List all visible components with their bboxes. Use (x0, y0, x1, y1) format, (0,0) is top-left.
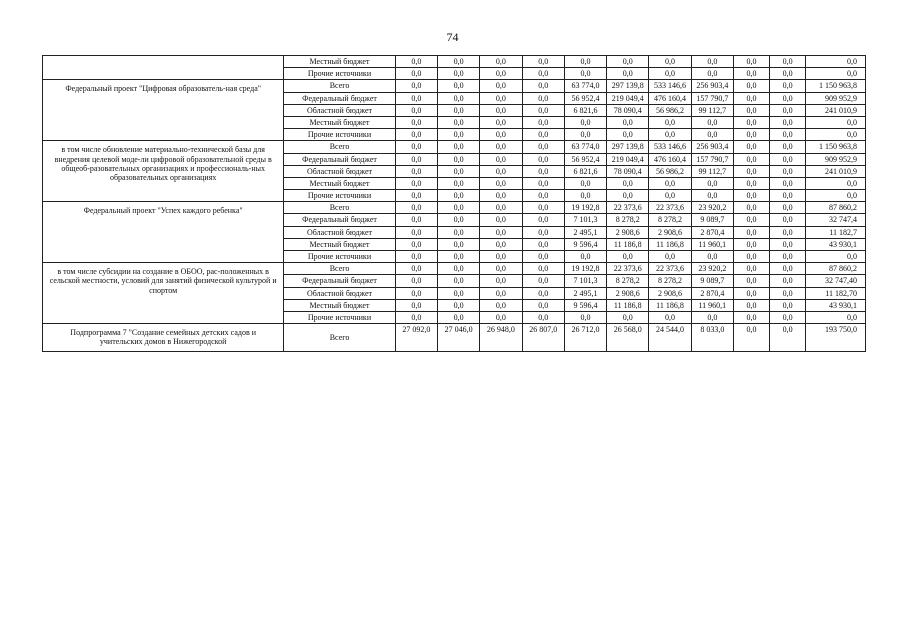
value-cell: 0,0 (395, 129, 437, 141)
value-cell: 0,0 (480, 92, 522, 104)
funding-source-cell: Областной бюджет (284, 165, 395, 177)
value-cell: 0,0 (522, 129, 564, 141)
value-cell: 22 373,6 (607, 263, 649, 275)
value-cell: 78 090,4 (607, 104, 649, 116)
value-cell: 0,0 (480, 311, 522, 323)
value-cell: 0,0 (480, 153, 522, 165)
value-cell: 0,0 (437, 56, 479, 68)
total-value-cell: 909 952,9 (806, 92, 866, 104)
value-cell: 0,0 (395, 56, 437, 68)
value-cell: 11 186,8 (649, 299, 691, 311)
value-cell: 0,0 (395, 311, 437, 323)
value-cell: 0,0 (770, 311, 806, 323)
value-cell: 0,0 (733, 263, 769, 275)
value-cell: 0,0 (607, 116, 649, 128)
value-cell: 0,0 (480, 202, 522, 214)
value-cell: 0,0 (607, 177, 649, 189)
value-cell: 0,0 (522, 251, 564, 263)
total-value-cell: 0,0 (806, 251, 866, 263)
value-cell: 0,0 (733, 116, 769, 128)
value-cell: 0,0 (733, 129, 769, 141)
value-cell: 0,0 (733, 275, 769, 287)
project-title-cell: в том числе обновление материально-технической базы для внедрения целевой моде-ли цифровой образовательной среды в общеоб-разовательных организациях и профессиональ-ных образовательных организациях (43, 141, 284, 202)
value-cell: 11 186,8 (649, 238, 691, 250)
value-cell: 0,0 (770, 68, 806, 80)
value-cell: 0,0 (395, 68, 437, 80)
value-cell: 0,0 (770, 324, 806, 351)
value-cell: 0,0 (522, 299, 564, 311)
value-cell: 0,0 (437, 153, 479, 165)
funding-source-cell: Местный бюджет (284, 56, 395, 68)
value-cell: 0,0 (691, 116, 733, 128)
value-cell: 0,0 (691, 190, 733, 202)
funding-source-cell: Федеральный бюджет (284, 275, 395, 287)
value-cell: 0,0 (480, 251, 522, 263)
value-cell: 0,0 (733, 141, 769, 153)
value-cell: 19 192,8 (564, 263, 606, 275)
value-cell: 297 139,8 (607, 80, 649, 92)
value-cell: 0,0 (395, 92, 437, 104)
value-cell: 2 495,1 (564, 287, 606, 299)
value-cell: 0,0 (480, 238, 522, 250)
value-cell: 533 146,6 (649, 80, 691, 92)
value-cell: 56 952,4 (564, 92, 606, 104)
value-cell: 0,0 (395, 153, 437, 165)
value-cell: 0,0 (522, 80, 564, 92)
value-cell: 0,0 (770, 226, 806, 238)
value-cell: 8 278,2 (649, 275, 691, 287)
value-cell: 19 192,8 (564, 202, 606, 214)
value-cell: 2 495,1 (564, 226, 606, 238)
value-cell: 22 373,6 (649, 263, 691, 275)
value-cell: 6 821,6 (564, 165, 606, 177)
value-cell: 0,0 (691, 68, 733, 80)
total-value-cell: 32 747,40 (806, 275, 866, 287)
value-cell: 6 821,6 (564, 104, 606, 116)
value-cell: 0,0 (770, 275, 806, 287)
value-cell: 0,0 (522, 116, 564, 128)
value-cell: 56 952,4 (564, 153, 606, 165)
value-cell: 256 903,4 (691, 80, 733, 92)
value-cell: 297 139,8 (607, 141, 649, 153)
value-cell: 0,0 (733, 311, 769, 323)
value-cell: 0,0 (564, 116, 606, 128)
funding-source-cell: Областной бюджет (284, 226, 395, 238)
funding-source-cell: Всего (284, 202, 395, 214)
value-cell: 0,0 (395, 116, 437, 128)
value-cell: 0,0 (733, 202, 769, 214)
value-cell: 0,0 (395, 190, 437, 202)
value-cell: 0,0 (649, 129, 691, 141)
value-cell: 476 160,4 (649, 153, 691, 165)
funding-source-cell: Федеральный бюджет (284, 214, 395, 226)
value-cell: 256 903,4 (691, 141, 733, 153)
value-cell: 0,0 (437, 141, 479, 153)
funding-source-cell: Прочие источники (284, 68, 395, 80)
table-row (43, 202, 866, 214)
value-cell: 0,0 (770, 165, 806, 177)
value-cell: 533 146,6 (649, 141, 691, 153)
value-cell: 0,0 (607, 311, 649, 323)
value-cell: 0,0 (437, 68, 479, 80)
value-cell: 0,0 (395, 287, 437, 299)
value-cell: 0,0 (691, 56, 733, 68)
value-cell: 0,0 (395, 275, 437, 287)
value-cell: 0,0 (607, 190, 649, 202)
value-cell: 0,0 (733, 104, 769, 116)
table-row (43, 80, 866, 92)
project-title-cell: в том числе субсидии на создание в ОБОО, рас-положенных в сельской местности, условий для занятий физической культурой и спортом (43, 263, 284, 324)
value-cell: 27 046,0 (437, 324, 479, 351)
value-cell: 22 373,6 (649, 202, 691, 214)
value-cell: 0,0 (733, 214, 769, 226)
value-cell: 0,0 (437, 251, 479, 263)
value-cell: 219 049,4 (607, 92, 649, 104)
total-value-cell: 0,0 (806, 177, 866, 189)
value-cell: 99 112,7 (691, 104, 733, 116)
value-cell: 0,0 (480, 165, 522, 177)
value-cell: 8 278,2 (607, 214, 649, 226)
value-cell: 0,0 (522, 214, 564, 226)
funding-source-cell: Местный бюджет (284, 299, 395, 311)
value-cell: 157 790,7 (691, 92, 733, 104)
total-value-cell: 909 952,9 (806, 153, 866, 165)
value-cell: 0,0 (733, 251, 769, 263)
value-cell: 0,0 (733, 68, 769, 80)
total-value-cell: 241 010,9 (806, 104, 866, 116)
value-cell: 2 908,6 (607, 226, 649, 238)
value-cell: 0,0 (691, 177, 733, 189)
value-cell: 78 090,4 (607, 165, 649, 177)
value-cell: 8 033,0 (691, 324, 733, 351)
value-cell: 0,0 (437, 165, 479, 177)
value-cell: 0,0 (770, 104, 806, 116)
value-cell: 0,0 (770, 129, 806, 141)
value-cell: 23 920,2 (691, 263, 733, 275)
value-cell: 0,0 (522, 141, 564, 153)
value-cell: 0,0 (395, 165, 437, 177)
value-cell: 0,0 (607, 129, 649, 141)
value-cell: 0,0 (437, 116, 479, 128)
value-cell: 0,0 (649, 56, 691, 68)
total-value-cell: 32 747,4 (806, 214, 866, 226)
funding-source-cell: Областной бюджет (284, 104, 395, 116)
value-cell: 0,0 (649, 68, 691, 80)
funding-source-cell: Местный бюджет (284, 116, 395, 128)
value-cell: 0,0 (480, 214, 522, 226)
value-cell: 26 712,0 (564, 324, 606, 351)
total-value-cell: 11 182,70 (806, 287, 866, 299)
value-cell: 22 373,6 (607, 202, 649, 214)
value-cell: 0,0 (480, 68, 522, 80)
value-cell: 0,0 (437, 129, 479, 141)
value-cell: 0,0 (522, 311, 564, 323)
project-title-cell (43, 56, 284, 80)
value-cell: 0,0 (522, 190, 564, 202)
total-value-cell: 193 750,0 (806, 324, 866, 351)
value-cell: 8 278,2 (607, 275, 649, 287)
value-cell: 0,0 (480, 287, 522, 299)
value-cell: 63 774,0 (564, 80, 606, 92)
value-cell: 0,0 (691, 311, 733, 323)
total-value-cell: 11 182,7 (806, 226, 866, 238)
funding-source-cell: Прочие источники (284, 251, 395, 263)
value-cell: 0,0 (522, 153, 564, 165)
value-cell: 0,0 (480, 190, 522, 202)
value-cell: 0,0 (770, 287, 806, 299)
value-cell: 0,0 (770, 80, 806, 92)
value-cell: 0,0 (522, 177, 564, 189)
value-cell: 2 908,6 (649, 287, 691, 299)
value-cell: 0,0 (770, 251, 806, 263)
value-cell: 0,0 (607, 56, 649, 68)
value-cell: 0,0 (770, 238, 806, 250)
value-cell: 0,0 (480, 299, 522, 311)
value-cell: 2 908,6 (649, 226, 691, 238)
value-cell: 0,0 (437, 238, 479, 250)
value-cell: 7 101,3 (564, 275, 606, 287)
total-value-cell: 1 150 963,8 (806, 141, 866, 153)
project-title-cell: Федеральный проект "Цифровая образователь-ная среда" (43, 80, 284, 141)
value-cell: 0,0 (480, 80, 522, 92)
value-cell: 2 870,4 (691, 287, 733, 299)
value-cell: 0,0 (733, 165, 769, 177)
value-cell: 8 278,2 (649, 214, 691, 226)
value-cell: 0,0 (649, 116, 691, 128)
value-cell: 0,0 (691, 129, 733, 141)
value-cell: 0,0 (437, 226, 479, 238)
total-value-cell: 43 930,1 (806, 299, 866, 311)
value-cell: 0,0 (770, 299, 806, 311)
funding-source-cell: Прочие источники (284, 190, 395, 202)
value-cell: 0,0 (480, 129, 522, 141)
value-cell: 0,0 (564, 311, 606, 323)
value-cell: 0,0 (770, 177, 806, 189)
value-cell: 0,0 (437, 299, 479, 311)
value-cell: 0,0 (564, 68, 606, 80)
value-cell: 9 089,7 (691, 275, 733, 287)
value-cell: 0,0 (564, 190, 606, 202)
value-cell: 23 920,2 (691, 202, 733, 214)
funding-source-cell: Всего (284, 263, 395, 275)
value-cell: 0,0 (564, 129, 606, 141)
total-value-cell: 87 860,2 (806, 202, 866, 214)
value-cell: 0,0 (522, 92, 564, 104)
value-cell: 0,0 (480, 116, 522, 128)
value-cell: 99 112,7 (691, 165, 733, 177)
funding-source-cell: Всего (284, 80, 395, 92)
value-cell: 0,0 (480, 104, 522, 116)
value-cell: 0,0 (395, 299, 437, 311)
value-cell: 0,0 (395, 226, 437, 238)
funding-source-cell: Прочие источники (284, 311, 395, 323)
funding-source-cell: Федеральный бюджет (284, 153, 395, 165)
value-cell: 0,0 (522, 287, 564, 299)
value-cell: 0,0 (395, 263, 437, 275)
value-cell: 476 160,4 (649, 92, 691, 104)
value-cell: 0,0 (437, 202, 479, 214)
value-cell: 0,0 (564, 251, 606, 263)
total-value-cell: 43 930,1 (806, 238, 866, 250)
value-cell: 0,0 (395, 177, 437, 189)
table-row (43, 324, 866, 351)
value-cell: 0,0 (395, 251, 437, 263)
total-value-cell: 87 860,2 (806, 263, 866, 275)
value-cell: 0,0 (770, 202, 806, 214)
value-cell: 0,0 (437, 287, 479, 299)
value-cell: 0,0 (733, 324, 769, 351)
funding-source-cell: Областной бюджет (284, 287, 395, 299)
value-cell: 9 089,7 (691, 214, 733, 226)
total-value-cell: 241 010,9 (806, 165, 866, 177)
value-cell: 26 807,0 (522, 324, 564, 351)
value-cell: 0,0 (522, 165, 564, 177)
value-cell: 0,0 (395, 238, 437, 250)
budget-table (42, 55, 866, 352)
value-cell: 0,0 (649, 251, 691, 263)
value-cell: 0,0 (395, 80, 437, 92)
value-cell: 0,0 (607, 68, 649, 80)
total-value-cell: 0,0 (806, 129, 866, 141)
value-cell: 0,0 (733, 226, 769, 238)
value-cell: 0,0 (522, 56, 564, 68)
table-row (43, 141, 866, 153)
value-cell: 0,0 (522, 104, 564, 116)
total-value-cell: 0,0 (806, 311, 866, 323)
value-cell: 0,0 (437, 80, 479, 92)
value-cell: 0,0 (649, 177, 691, 189)
value-cell: 0,0 (522, 226, 564, 238)
value-cell: 0,0 (480, 263, 522, 275)
value-cell: 63 774,0 (564, 141, 606, 153)
value-cell: 0,0 (564, 56, 606, 68)
value-cell: 0,0 (733, 153, 769, 165)
value-cell: 11 960,1 (691, 299, 733, 311)
value-cell: 0,0 (733, 56, 769, 68)
value-cell: 0,0 (480, 177, 522, 189)
value-cell: 11 960,1 (691, 238, 733, 250)
value-cell: 0,0 (770, 92, 806, 104)
value-cell: 219 049,4 (607, 153, 649, 165)
total-value-cell: 0,0 (806, 56, 866, 68)
value-cell: 0,0 (522, 238, 564, 250)
value-cell: 2 908,6 (607, 287, 649, 299)
value-cell: 0,0 (770, 214, 806, 226)
value-cell: 0,0 (733, 287, 769, 299)
total-value-cell: 0,0 (806, 116, 866, 128)
value-cell: 0,0 (480, 56, 522, 68)
value-cell: 0,0 (522, 263, 564, 275)
value-cell: 0,0 (770, 116, 806, 128)
value-cell: 26 948,0 (480, 324, 522, 351)
value-cell: 0,0 (607, 251, 649, 263)
value-cell: 0,0 (733, 80, 769, 92)
page-number: 74 (446, 30, 459, 44)
value-cell: 0,0 (395, 141, 437, 153)
value-cell: 0,0 (437, 263, 479, 275)
value-cell: 0,0 (522, 68, 564, 80)
value-cell: 56 986,2 (649, 165, 691, 177)
value-cell: 0,0 (733, 92, 769, 104)
value-cell: 0,0 (437, 177, 479, 189)
value-cell: 9 596,4 (564, 238, 606, 250)
value-cell: 0,0 (733, 177, 769, 189)
value-cell: 0,0 (770, 56, 806, 68)
value-cell: 0,0 (437, 311, 479, 323)
funding-source-cell: Местный бюджет (284, 177, 395, 189)
value-cell: 0,0 (649, 190, 691, 202)
value-cell: 0,0 (564, 177, 606, 189)
funding-source-cell: Федеральный бюджет (284, 92, 395, 104)
value-cell: 0,0 (437, 190, 479, 202)
value-cell: 11 186,8 (607, 238, 649, 250)
funding-source-cell: Всего (284, 324, 395, 351)
value-cell: 0,0 (691, 251, 733, 263)
value-cell: 0,0 (649, 311, 691, 323)
value-cell: 0,0 (395, 202, 437, 214)
value-cell: 0,0 (770, 153, 806, 165)
value-cell: 26 568,0 (607, 324, 649, 351)
value-cell: 0,0 (437, 214, 479, 226)
value-cell: 0,0 (395, 104, 437, 116)
table-row (43, 56, 866, 68)
value-cell: 27 092,0 (395, 324, 437, 351)
total-value-cell: 1 150 963,8 (806, 80, 866, 92)
table-row (43, 263, 866, 275)
value-cell: 0,0 (733, 190, 769, 202)
value-cell: 0,0 (395, 214, 437, 226)
value-cell: 0,0 (437, 275, 479, 287)
total-value-cell: 0,0 (806, 190, 866, 202)
value-cell: 7 101,3 (564, 214, 606, 226)
value-cell: 0,0 (437, 104, 479, 116)
value-cell: 0,0 (480, 275, 522, 287)
value-cell: 0,0 (480, 141, 522, 153)
funding-source-cell: Всего (284, 141, 395, 153)
value-cell: 0,0 (770, 190, 806, 202)
value-cell: 0,0 (733, 299, 769, 311)
total-value-cell: 0,0 (806, 68, 866, 80)
project-title-cell: Подпрограмма 7 "Создание семейных детских садов и учительских домов в Нижегородской (43, 324, 284, 351)
funding-source-cell: Местный бюджет (284, 238, 395, 250)
project-title-cell: Федеральный проект "Успех каждого ребенка" (43, 202, 284, 263)
value-cell: 9 596,4 (564, 299, 606, 311)
value-cell: 157 790,7 (691, 153, 733, 165)
value-cell: 0,0 (770, 141, 806, 153)
value-cell: 0,0 (733, 238, 769, 250)
value-cell: 2 870,4 (691, 226, 733, 238)
table-body (43, 56, 866, 352)
value-cell: 0,0 (522, 202, 564, 214)
value-cell: 56 986,2 (649, 104, 691, 116)
value-cell: 24 544,0 (649, 324, 691, 351)
value-cell: 11 186,8 (607, 299, 649, 311)
value-cell: 0,0 (770, 263, 806, 275)
value-cell: 0,0 (480, 226, 522, 238)
value-cell: 0,0 (437, 92, 479, 104)
value-cell: 0,0 (522, 275, 564, 287)
funding-source-cell: Прочие источники (284, 129, 395, 141)
